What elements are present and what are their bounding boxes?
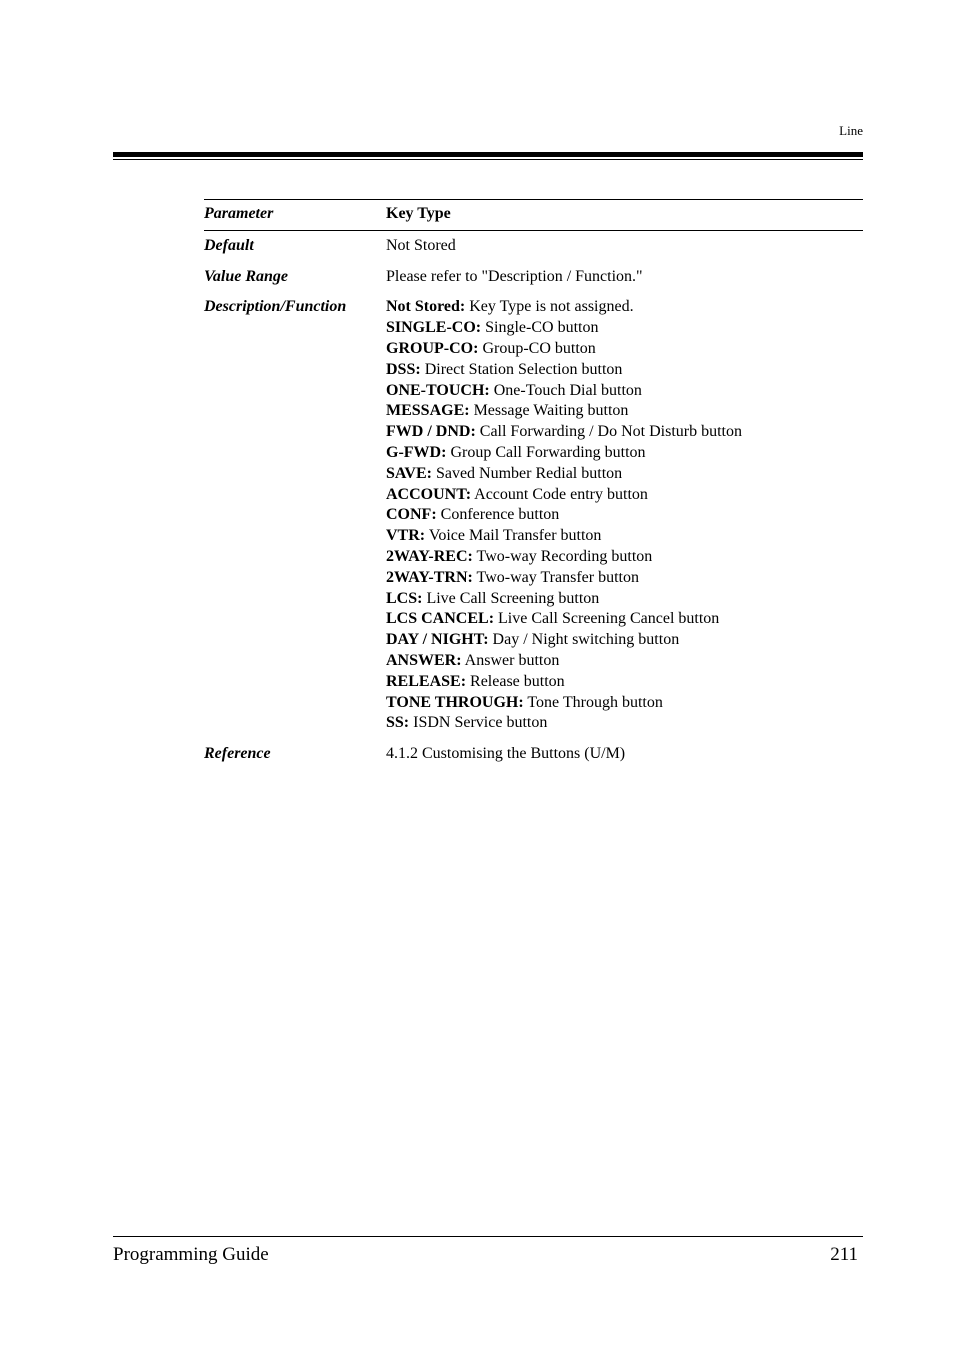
running-header-section: Line [839,123,863,138]
reference-value: 4.1.2 Customising the Buttons (U/M) [386,745,626,763]
key-type-term: RELEASE: [386,672,467,690]
key-type-term: LCS CANCEL: [386,610,495,628]
list-item [386,630,863,651]
key-type-description: Live Call Screening button [422,589,600,607]
key-type-term: Not Stored: [386,298,466,316]
list-item [386,713,863,734]
value-range-value: Please refer to "Description / Function." [386,267,643,285]
list-item [386,318,863,339]
key-type-term: MESSAGE: [386,402,470,420]
list-item [386,339,863,360]
list-item [386,589,863,610]
list-item [386,443,863,464]
key-type-description: Key Type is not assigned. [465,298,634,316]
key-type-term: G-FWD: [386,443,447,461]
page-number: 211 [830,1244,858,1265]
key-type-description: Account Code entry button [471,485,648,503]
key-type-term: DSS: [386,360,421,378]
list-item [386,401,863,422]
key-type-description: Group Call Forwarding button [446,443,646,461]
key-type-term: ACCOUNT: [386,485,472,503]
key-type-term: SS: [386,714,410,732]
parameter-label: Parameter [204,205,274,222]
parameter-value: Key Type [386,205,451,222]
list-item [386,422,863,443]
reference-label: Reference [204,745,271,763]
list-item [386,381,863,402]
key-type-description: Saved Number Redial button [431,464,623,482]
default-value: Not Stored [386,236,456,254]
key-type-description: Day / Night switching button [488,631,680,649]
list-item [386,464,863,485]
key-type-term: VTR: [386,527,426,545]
key-type-description: Message Waiting button [469,402,629,420]
footer-title: Programming Guide [113,1244,269,1265]
list-item [386,672,863,693]
key-type-term: ONE-TOUCH: [386,381,490,399]
key-type-description: Two-way Transfer button [472,568,639,586]
key-type-description: Voice Mail Transfer button [425,527,602,545]
list-item [386,505,863,526]
key-type-term: CONF: [386,506,437,524]
key-type-term: SINGLE-CO: [386,319,482,337]
key-type-term: ANSWER: [386,651,462,669]
default-label: Default [204,236,254,254]
description-row [204,293,863,740]
key-type-description: Two-way Recording button [472,547,653,565]
list-item [386,693,863,714]
key-type-description: ISDN Service button [409,714,548,732]
key-type-description: Direct Station Selection button [420,360,623,378]
header-rule [113,152,863,160]
list-item [386,609,863,630]
key-type-description: Live Call Screening Cancel button [494,610,720,628]
value-range-label: Value Range [204,267,289,285]
list-item [386,547,863,568]
header-rule-thin [113,159,863,160]
description-list [386,297,863,734]
list-item [386,526,863,547]
key-type-description: Answer button [461,651,560,669]
key-type-term: DAY / NIGHT: [386,631,489,649]
key-type-term: 2WAY-REC: [386,547,473,565]
key-type-description: Call Forwarding / Do Not Disturb button [475,423,742,441]
key-type-description: Release button [466,672,565,690]
list-item [386,485,863,506]
key-type-description: Tone Through button [523,693,663,711]
reference-row [204,740,863,771]
key-type-term: 2WAY-TRN: [386,568,473,586]
key-type-description: One-Touch Dial button [489,381,642,399]
list-item [386,360,863,381]
table-header-row [204,200,863,230]
key-type-description: Group-CO button [478,339,596,357]
key-type-term: GROUP-CO: [386,339,479,357]
key-type-term: FWD / DND: [386,423,476,441]
description-label: Description/Function [204,298,347,316]
header-rule-thick [113,152,863,157]
value-range-row [204,263,863,294]
list-item [386,568,863,589]
key-type-term: SAVE: [386,464,432,482]
default-row [204,231,863,263]
key-type-description: Conference button [436,506,560,524]
parameter-table [204,199,863,771]
key-type-description: Single-CO button [481,319,599,337]
list-item [386,651,863,672]
footer-rule [113,1236,863,1237]
list-item [386,297,863,318]
key-type-term: TONE THROUGH: [386,693,524,711]
key-type-term: LCS: [386,589,423,607]
